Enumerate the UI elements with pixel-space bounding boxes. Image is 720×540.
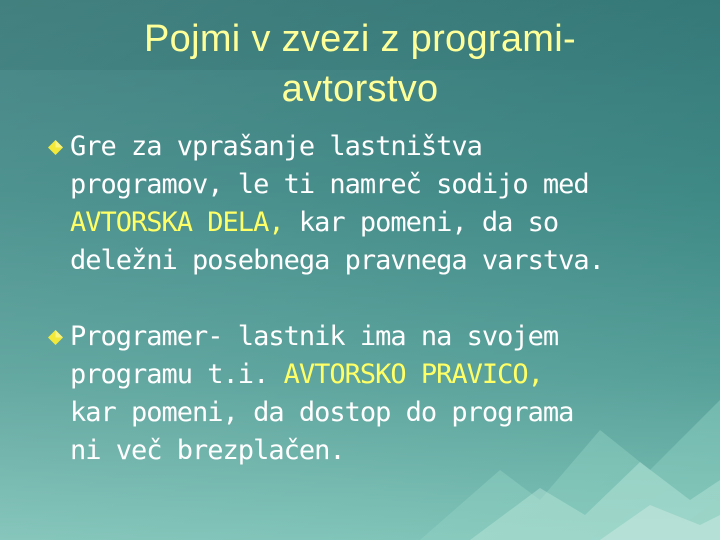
slide-content [48,128,708,508]
diamond-bullet-icon [48,330,63,345]
bullet-line-prefix: programu t.i. [70,359,284,390]
bullet-item-programmer [48,318,708,470]
bullet-line [70,204,708,242]
bullet-line: kar pomeni, da dostop do programa [70,397,574,428]
bullet-line: Gre za vprašanje lastništva [70,131,482,162]
bullet-item-ownership [48,128,708,280]
diamond-bullet-icon [48,140,63,155]
bullet-line-rest: kar pomeni, da so [283,207,559,238]
highlight-avtorska-dela: AVTORSKA DELA, [70,207,284,238]
title-line-2: avtorstvo [281,68,439,110]
bullet-line [70,356,708,394]
title-line-1: Pojmi v zvezi z programi- [144,18,576,60]
bullet-line: Programer- lastnik ima na svojem [70,321,559,352]
bullet-line: programov, le ti namreč sodijo med [70,169,589,200]
bullet-line: deležni posebnega pravnega varstva. [70,245,604,276]
bullet-line: ni več brezplačen. [70,435,345,466]
slide-title [70,14,650,114]
highlight-avtorsko-pravico: AVTORSKO PRAVICO, [283,359,543,390]
